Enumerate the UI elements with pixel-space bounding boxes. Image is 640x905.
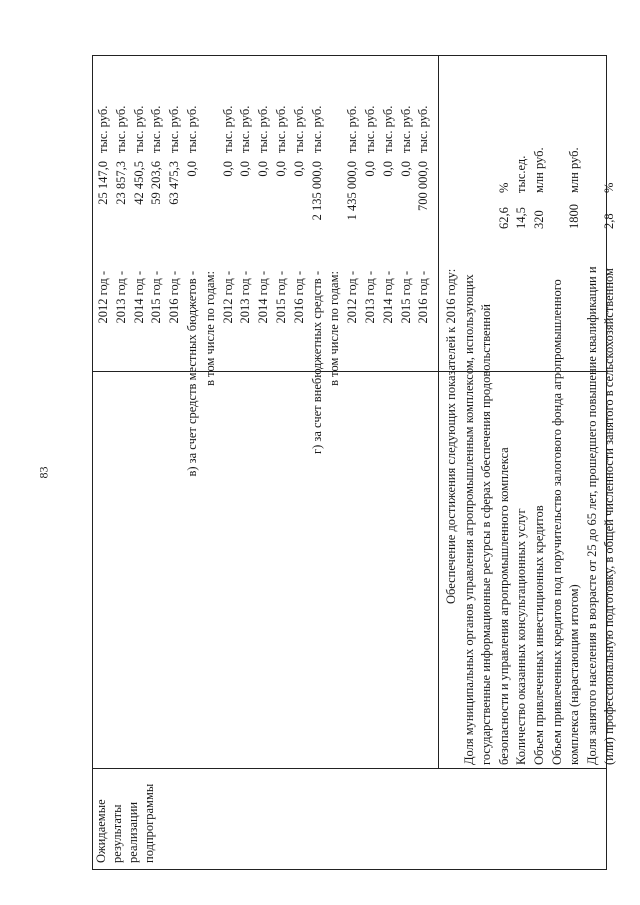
budget-row-unit: тыс. руб. — [345, 105, 360, 153]
budget-row-value: 0,0 — [291, 161, 306, 177]
result-text-line: комплекса (нарастающим итогом) — [567, 584, 582, 765]
budget-row-unit: тыс. руб. — [309, 105, 324, 153]
budget-row-unit: тыс. руб. — [131, 105, 146, 153]
budget-row-value: 0,0 — [274, 161, 288, 177]
budget-row-label: 2015 год - — [274, 271, 288, 324]
result-text-line: безопасности и управления агропромышленного комплекса — [496, 447, 511, 765]
budget-row-value: 0,0 — [398, 161, 413, 177]
budget-row-label: 2012 год - — [345, 271, 360, 324]
budget-row-label: 2016 год - — [291, 271, 306, 324]
budget-row-value: 59 203,6 — [149, 161, 164, 205]
result-unit: % — [602, 182, 617, 193]
budget-row-label: 2015 год - — [398, 271, 413, 324]
budget-row-label: 2016 год - — [167, 271, 182, 324]
budget-row-value: 0,0 — [220, 161, 235, 177]
result-value: 14,5 — [514, 207, 529, 229]
budget-row-label: 2012 год - — [220, 271, 235, 324]
budget-row-value: 0,0 — [238, 161, 253, 177]
column-divider — [93, 768, 606, 769]
budget-row-label: в том числе по годам: — [202, 271, 217, 386]
budget-row-unit: тыс. руб. — [274, 105, 288, 153]
budget-row-unit: тыс. руб. — [185, 105, 199, 153]
budget-row-value: 0,0 — [363, 161, 377, 177]
budget-row-value: 25 147,0 — [96, 161, 110, 205]
budget-row-value: 2 135 000,0 — [309, 161, 324, 221]
budget-row-label: 2014 год - — [256, 271, 271, 324]
budget-row-label: в) за счет средств местных бюджетов - — [185, 271, 199, 477]
result-text-line: (или) профессиональную подготовку, в общей численности занятого в сельскохозяйственном — [602, 268, 617, 765]
result-value: 2,8 — [602, 213, 617, 229]
budget-row-unit: тыс. руб. — [256, 105, 271, 153]
budget-row-label: 2016 год - — [416, 271, 431, 324]
budget-row-unit: тыс. руб. — [363, 105, 377, 153]
budget-row-label: 2015 год - — [149, 271, 164, 324]
budget-row-value: 42 450,5 — [131, 161, 146, 205]
budget-row-label: 2013 год - — [363, 271, 377, 324]
budget-row-value: 0,0 — [380, 161, 395, 177]
result-value: 320 — [532, 210, 546, 229]
results-heading: Ожидаемые результаты реализации подпрограммы — [94, 783, 156, 863]
result-text-line: Количество оказанных консультационных услуг — [514, 508, 529, 765]
result-unit: млн руб. — [532, 147, 546, 193]
budget-row-value: 700 000,0 — [416, 161, 431, 211]
budget-row-label: 2013 год - — [113, 271, 128, 324]
budget-row-value: 1 435 000,0 — [345, 161, 360, 221]
budget-row-unit: тыс. руб. — [398, 105, 413, 153]
budget-row-label: 2014 год - — [131, 271, 146, 324]
column-divider-inner — [93, 371, 606, 372]
budget-row-unit: тыс. руб. — [416, 105, 431, 153]
budget-row-unit: тыс. руб. — [167, 105, 182, 153]
budget-row-unit: тыс. руб. — [238, 105, 253, 153]
budget-row-label: 2012 год - — [96, 271, 110, 324]
result-text-line: Доля занятого населения в возрасте от 25 до 65 лет, прошедшего повышение квалификации и — [584, 266, 599, 765]
rotated-page — [92, 55, 617, 870]
budget-row-value: 0,0 — [185, 161, 199, 177]
passport-table — [92, 55, 617, 870]
result-text-line: Доля муниципальных органов управления агропромышленным комплексом, использующих — [461, 274, 476, 765]
result-text-line: Объем привлеченных кредитов под поручительство залогового фонда агропромышленного — [549, 279, 564, 765]
result-value: 62,6 — [496, 207, 511, 229]
row-divider — [438, 56, 439, 769]
budget-row-unit: тыс. руб. — [149, 105, 164, 153]
budget-row-unit: тыс. руб. — [380, 105, 395, 153]
result-unit: тыс.ед. — [514, 155, 529, 193]
budget-row-unit: тыс. руб. — [220, 105, 235, 153]
result-unit: млн руб. — [567, 147, 582, 193]
budget-row-value: 0,0 — [256, 161, 271, 177]
page-number: 83 — [36, 466, 51, 479]
budget-row-unit: тыс. руб. — [96, 105, 110, 153]
budget-row-value: 63 475,3 — [167, 161, 182, 205]
budget-row-unit: тыс. руб. — [291, 105, 306, 153]
budget-row-label: в том числе по годам: — [327, 271, 342, 386]
budget-row-label: г) за счет внебюджетных средств - — [309, 271, 324, 454]
budget-row-label: 2014 год - — [380, 271, 395, 324]
result-text-line: государственные информационные ресурсы в сферах обеспечения продовольственной — [479, 304, 494, 765]
budget-row-value: 23 857,3 — [113, 161, 128, 205]
result-text-line: Объем привлеченных инвестиционных кредитов — [532, 505, 546, 765]
results-intro: Обеспечение достижения следующих показателей к 2016 году: — [444, 268, 458, 604]
budget-row-unit: тыс. руб. — [113, 105, 128, 153]
result-unit: % — [496, 182, 511, 193]
budget-row-label: 2013 год - — [238, 271, 253, 324]
result-value: 1800 — [567, 204, 582, 229]
